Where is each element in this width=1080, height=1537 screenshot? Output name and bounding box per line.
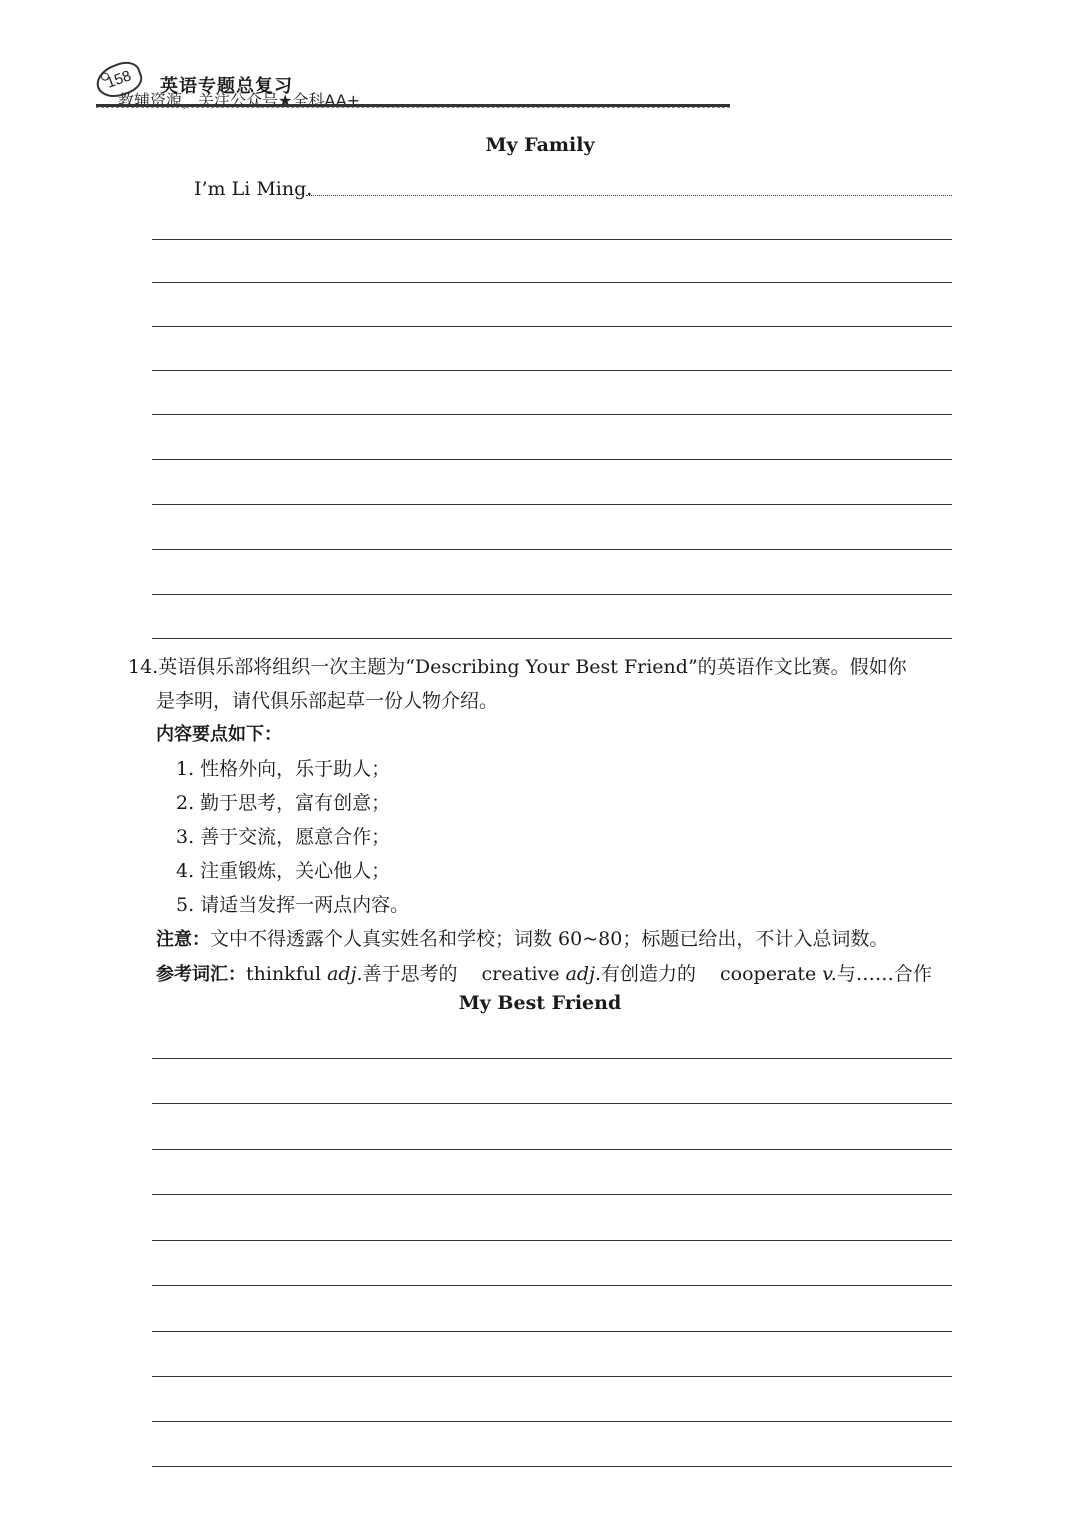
book-title: 英语专题总复习 — [160, 76, 293, 97]
writing-line[interactable] — [152, 1421, 952, 1422]
page-number: 158 — [104, 67, 134, 92]
prompt-line-1: 英语俱乐部将组织一次主题为“Describing Your Best Friend”的英语作文比赛。假如你 — [158, 656, 907, 678]
writing-line[interactable] — [152, 1194, 952, 1195]
point-item: 4. 注重锻炼，关心他人； — [176, 860, 391, 882]
watermark-text: 教辅资源，关注公众号★全科AA+ — [118, 91, 361, 110]
question-number: 14. — [128, 656, 159, 678]
writing-line[interactable] — [152, 414, 952, 415]
page-header — [96, 52, 730, 112]
writing-line[interactable] — [152, 239, 952, 240]
vocab-meaning: 有创造力的 — [601, 963, 697, 985]
writing-line[interactable] — [152, 326, 952, 327]
point-item: 1. 性格外向，乐于助人； — [176, 758, 391, 780]
point-item: 5. 请适当发挥一两点内容。 — [176, 894, 410, 916]
writing-line[interactable] — [152, 370, 952, 371]
vocab-meaning: 与……合作 — [836, 963, 932, 985]
writing-line[interactable] — [152, 1376, 952, 1377]
essay2-title: My Best Friend — [458, 992, 622, 1014]
writing-line[interactable] — [152, 594, 952, 595]
vocab-label: 参考词汇： — [156, 964, 246, 985]
writing-line[interactable] — [152, 459, 952, 460]
vocab-pos: adj. — [565, 963, 601, 985]
writing-line[interactable] — [152, 1103, 952, 1104]
point-item: 2. 勤于思考，富有创意； — [176, 792, 391, 814]
point-item: 3. 善于交流，愿意合作； — [176, 826, 391, 848]
writing-line[interactable] — [152, 1466, 952, 1467]
vocab-pos: v. — [822, 963, 837, 985]
essay1-first-line: I’m Li Ming. — [194, 178, 313, 200]
vocab-word: cooperate — [720, 963, 817, 985]
writing-line[interactable] — [152, 638, 952, 639]
vocab-word: creative — [481, 963, 560, 985]
note-label: 注意： — [156, 929, 210, 950]
writing-line[interactable] — [152, 549, 952, 550]
essay1-title: My Family — [485, 134, 595, 156]
points-label: 内容要点如下： — [156, 724, 282, 745]
vocab-word: thinkful — [246, 963, 322, 985]
question-14 — [128, 650, 958, 992]
writing-line[interactable] — [152, 1331, 952, 1332]
writing-line[interactable] — [152, 504, 952, 505]
note-text: 文中不得透露个人真实姓名和学校；词数 60~80；标题已给出，不计入总词数。 — [210, 928, 889, 950]
prompt-line-2: 是李明，请代俱乐部起草一份人物介绍。 — [156, 690, 499, 712]
header-rule — [96, 104, 730, 108]
vocab-pos: adj. — [327, 963, 363, 985]
vocab-line — [128, 957, 958, 992]
writing-line[interactable] — [152, 1240, 952, 1241]
note-line — [128, 922, 958, 957]
writing-line[interactable] — [152, 1058, 952, 1059]
writing-line[interactable] — [152, 282, 952, 283]
vocab-meaning: 善于思考的 — [362, 963, 458, 985]
writing-line[interactable] — [152, 1149, 952, 1150]
writing-line[interactable] — [306, 195, 952, 196]
writing-line[interactable] — [152, 1285, 952, 1286]
